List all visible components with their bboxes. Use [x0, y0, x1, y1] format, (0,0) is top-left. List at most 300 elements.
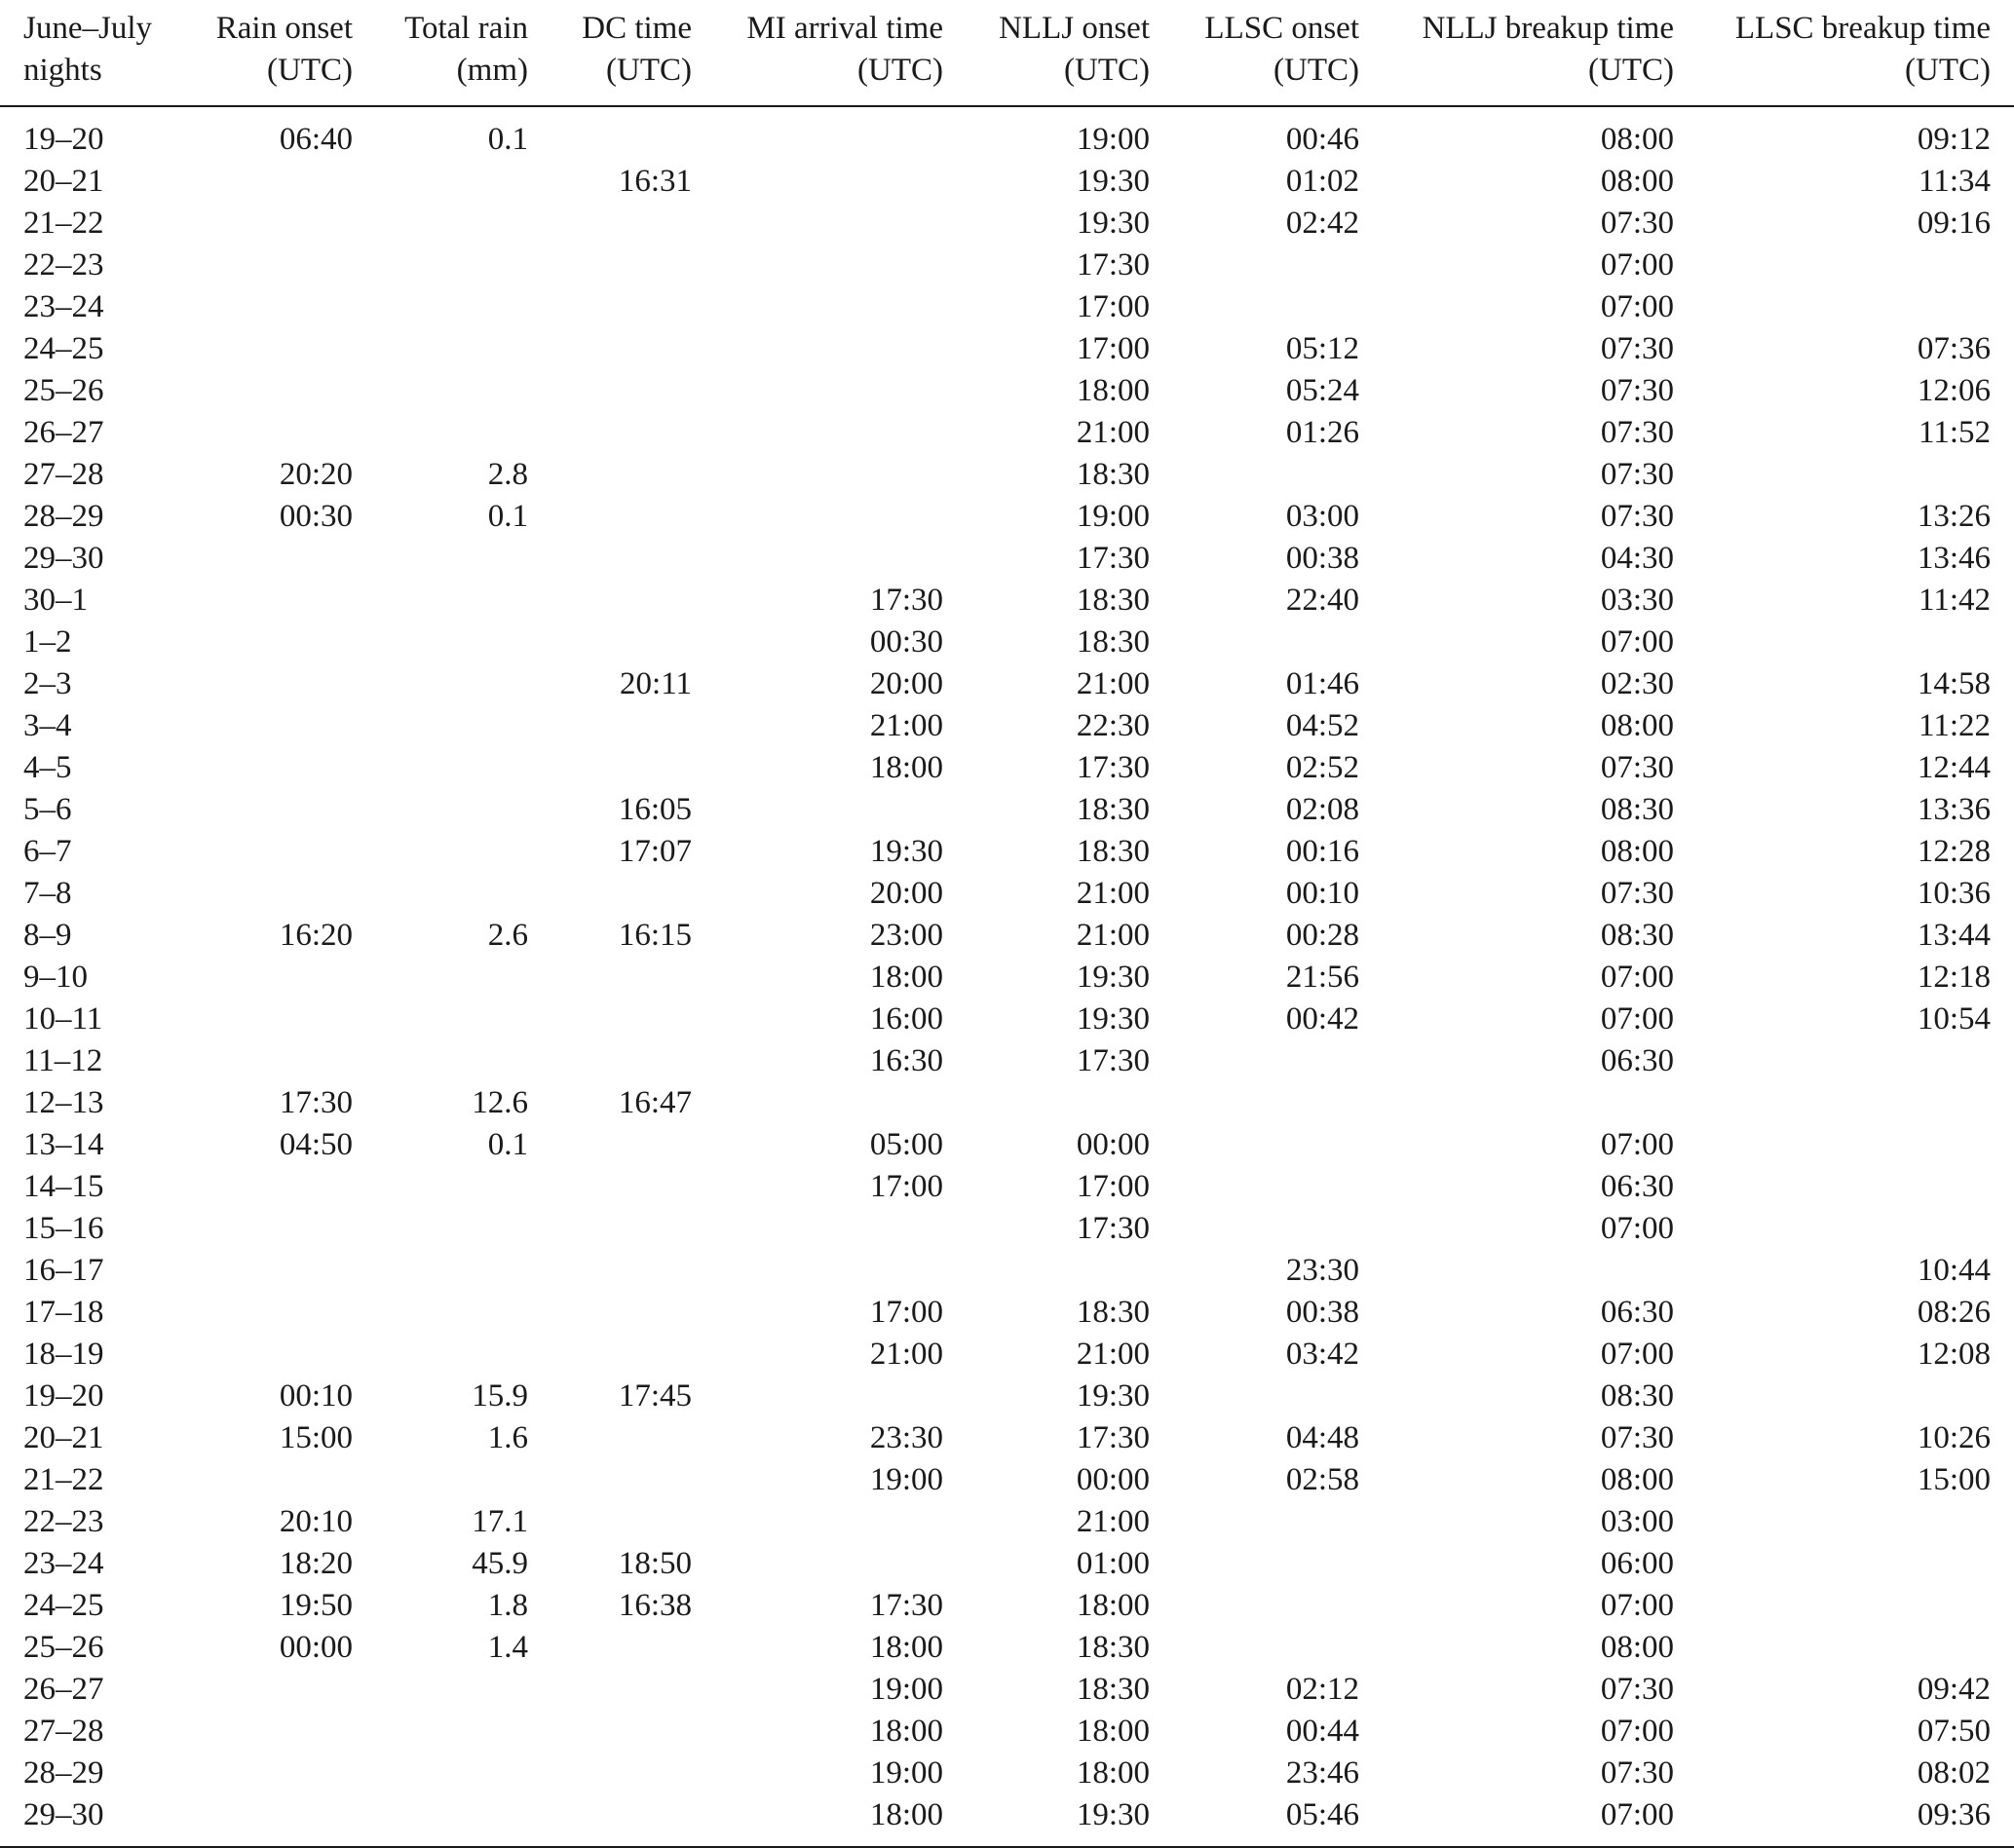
cell-mi-arrival: [692, 454, 943, 496]
cell-nllj-onset: 21:00: [1076, 666, 1150, 701]
cell-nllj-onset: 17:30: [1076, 247, 1150, 283]
cell-mi-arrival: 20:00: [869, 876, 943, 911]
cell-llsc-breakup: 11:22: [1919, 708, 1991, 743]
cell-nights: 25–26: [23, 1630, 104, 1665]
cell-nllj-onset: 18:30: [1076, 583, 1150, 618]
cell-dc-time: [528, 999, 692, 1040]
cell-nllj-onset: 18:30: [1076, 792, 1150, 827]
cell-nllj-onset: 19:00: [1076, 122, 1150, 157]
cell-llsc-onset: [1150, 245, 1359, 286]
cell-llsc-breakup: 09:16: [1917, 206, 1991, 241]
cell-total-rain: 0.1: [487, 1127, 528, 1162]
cell-rain-onset: [195, 663, 353, 705]
cell-nllj-breakup: 07:30: [1600, 1672, 1674, 1707]
cell-mi-arrival: 23:00: [869, 918, 943, 953]
cell-nights: 18–19: [23, 1337, 104, 1372]
cell-total-rain: [353, 663, 528, 705]
cell-dc-time: [528, 1292, 692, 1334]
cell-nights: 16–17: [23, 1253, 104, 1288]
table-row: [0, 286, 2014, 328]
cell-dc-time: 17:07: [618, 834, 692, 869]
cell-llsc-onset: [1150, 1501, 1359, 1543]
cell-llsc-breakup: [1674, 1124, 2014, 1166]
cell-nllj-breakup: 08:00: [1600, 708, 1674, 743]
table-row: [0, 957, 2014, 999]
cell-nllj-onset: 17:00: [1076, 289, 1150, 324]
table-row: [0, 1627, 2014, 1669]
cell-mi-arrival: [692, 1208, 943, 1250]
cell-mi-arrival: [692, 203, 943, 245]
cell-nllj-breakup: 03:30: [1600, 583, 1674, 618]
column-header-nllj-breakup: [1359, 0, 1674, 106]
cell-llsc-breakup: 08:26: [1917, 1295, 1991, 1330]
cell-llsc-onset: [1150, 1585, 1359, 1627]
cell-total-rain: [353, 1711, 528, 1753]
cell-mi-arrival: 21:00: [869, 708, 943, 743]
cell-nllj-onset: 18:00: [1076, 1588, 1150, 1623]
cell-dc-time: [528, 286, 692, 328]
cell-nllj-breakup: 07:30: [1600, 415, 1674, 450]
cell-llsc-breakup: 10:54: [1917, 1001, 1991, 1037]
cell-llsc-breakup: 12:28: [1917, 834, 1991, 869]
table-header-row: [0, 0, 2014, 106]
cell-nllj-breakup: 08:30: [1600, 918, 1674, 953]
cell-nights: 20–21: [23, 1420, 104, 1455]
cell-llsc-onset: [1150, 1166, 1359, 1208]
cell-dc-time: [528, 1627, 692, 1669]
cell-nllj-breakup: 03:00: [1600, 1504, 1674, 1539]
cell-nllj-breakup: [1359, 1250, 1674, 1292]
cell-llsc-onset: [1150, 1208, 1359, 1250]
cell-llsc-breakup: 09:36: [1674, 1794, 2014, 1847]
cell-total-rain: [353, 999, 528, 1040]
cell-rain-onset: [195, 999, 353, 1040]
cell-nights: 15–16: [23, 1211, 104, 1246]
cell-nllj-breakup: 08:00: [1600, 834, 1674, 869]
cell-nights: 7–8: [23, 876, 72, 911]
cell-rain-onset: [195, 873, 353, 915]
cell-total-rain: [353, 412, 528, 454]
cell-nllj-onset: 19:30: [1076, 164, 1150, 199]
cell-total-rain: [353, 245, 528, 286]
cell-dc-time: [528, 1124, 692, 1166]
cell-mi-arrival: 19:00: [869, 1672, 943, 1707]
cell-rain-onset: [195, 1753, 353, 1794]
table-row: [0, 106, 2014, 161]
cell-nllj-breakup: 07:30: [1600, 373, 1674, 408]
table-row: [0, 538, 2014, 580]
cell-nights: 17–18: [23, 1295, 104, 1330]
cell-rain-onset: 20:10: [279, 1504, 353, 1539]
cell-llsc-breakup: [1674, 1082, 2014, 1124]
cell-rain-onset: [195, 705, 353, 747]
table-row: [0, 1501, 2014, 1543]
cell-rain-onset: 00:00: [279, 1630, 353, 1665]
cell-llsc-breakup: 11:42: [1919, 583, 1991, 618]
cell-nllj-onset: [943, 1250, 1150, 1292]
cell-mi-arrival: 18:00: [869, 750, 943, 785]
cell-dc-time: [528, 1753, 692, 1794]
cell-dc-time: [528, 957, 692, 999]
cell-nllj-onset: 19:00: [1076, 499, 1150, 534]
cell-mi-arrival: [692, 370, 943, 412]
table-row: [0, 663, 2014, 705]
cell-mi-arrival: 18:00: [869, 1630, 943, 1665]
column-header-rain-onset: [195, 0, 353, 106]
cell-dc-time: [528, 412, 692, 454]
cell-nights: 22–23: [23, 1504, 104, 1539]
cell-dc-time: [528, 1459, 692, 1501]
cell-nllj-onset: 21:00: [1076, 1337, 1150, 1372]
cell-llsc-onset: 01:46: [1285, 666, 1359, 701]
cell-dc-time: [528, 622, 692, 663]
cell-rain-onset: [195, 286, 353, 328]
cell-nights: 26–27: [23, 1672, 104, 1707]
table-row: [0, 412, 2014, 454]
header-text-line: June–July: [23, 11, 152, 46]
cell-dc-time: [528, 1166, 692, 1208]
table-row: [0, 1208, 2014, 1250]
cell-total-rain: 12.6: [472, 1085, 528, 1120]
cell-llsc-onset: 21:56: [1285, 960, 1359, 995]
table-row: [0, 328, 2014, 370]
cell-llsc-onset: 23:46: [1285, 1755, 1359, 1791]
cell-nllj-breakup: 06:30: [1600, 1169, 1674, 1204]
cell-dc-time: [528, 454, 692, 496]
column-header-nllj-onset: [943, 0, 1150, 106]
table-row: [0, 873, 2014, 915]
cell-dc-time: [528, 1711, 692, 1753]
cell-total-rain: [353, 747, 528, 789]
cell-llsc-onset: 04:52: [1285, 708, 1359, 743]
cell-dc-time: 16:15: [618, 918, 692, 953]
cell-nllj-onset: 18:30: [1076, 457, 1150, 492]
cell-rain-onset: 00:10: [279, 1378, 353, 1414]
cell-llsc-breakup: 11:52: [1919, 415, 1991, 450]
cell-nllj-breakup: 04:30: [1600, 541, 1674, 576]
header-text-line: NLLJ onset: [999, 11, 1150, 46]
cell-rain-onset: [195, 622, 353, 663]
column-header-llsc-breakup: [1674, 0, 2014, 106]
cell-nights: 30–1: [23, 583, 88, 618]
cell-total-rain: 15.9: [472, 1378, 528, 1414]
column-header-mi-arrival: [692, 0, 943, 106]
cell-nights: 19–20: [23, 122, 104, 157]
cell-total-rain: 1.4: [487, 1630, 528, 1665]
cell-dc-time: [528, 106, 692, 161]
cell-nllj-breakup: 07:00: [1600, 960, 1674, 995]
cell-nllj-breakup: 08:30: [1600, 1378, 1674, 1414]
header-text-line: (UTC): [1905, 53, 1991, 88]
cell-total-rain: [353, 580, 528, 622]
cell-rain-onset: [195, 1669, 353, 1711]
cell-mi-arrival: [692, 1250, 943, 1292]
cell-total-rain: 45.9: [472, 1546, 528, 1581]
cell-nights: 14–15: [23, 1169, 104, 1204]
cell-dc-time: [528, 705, 692, 747]
cell-total-rain: [353, 1166, 528, 1208]
table-row: [0, 1376, 2014, 1417]
cell-llsc-breakup: 10:44: [1917, 1253, 1991, 1288]
table-row: [0, 622, 2014, 663]
cell-llsc-breakup: 07:36: [1917, 331, 1991, 366]
cell-nllj-onset: 19:30: [1076, 1001, 1150, 1037]
cell-llsc-onset: 23:30: [1285, 1253, 1359, 1288]
cell-nllj-breakup: 08:00: [1600, 1630, 1674, 1665]
cell-nllj-breakup: 06:30: [1600, 1043, 1674, 1078]
cell-rain-onset: [195, 1166, 353, 1208]
cell-dc-time: 20:11: [620, 666, 692, 701]
cell-llsc-onset: [1150, 1082, 1359, 1124]
cell-nllj-onset: 21:00: [1076, 1504, 1150, 1539]
cell-mi-arrival: [692, 1543, 943, 1585]
cell-llsc-breakup: 12:18: [1917, 960, 1991, 995]
cell-dc-time: [528, 1334, 692, 1376]
cell-mi-arrival: [692, 789, 943, 831]
cell-nllj-breakup: 08:00: [1600, 122, 1674, 157]
cell-llsc-breakup: 10:26: [1917, 1420, 1991, 1455]
cell-mi-arrival: [692, 328, 943, 370]
cell-dc-time: [528, 1208, 692, 1250]
cell-total-rain: 17.1: [472, 1504, 528, 1539]
cell-nights: 13–14: [23, 1127, 104, 1162]
cell-llsc-onset: 05:24: [1285, 373, 1359, 408]
cell-nllj-breakup: 07:00: [1600, 1127, 1674, 1162]
cell-llsc-onset: 00:28: [1285, 918, 1359, 953]
cell-total-rain: [353, 1208, 528, 1250]
cell-mi-arrival: 18:00: [869, 1714, 943, 1749]
cell-nllj-breakup: 07:30: [1600, 876, 1674, 911]
header-text-line: MI arrival time: [746, 11, 943, 46]
cell-total-rain: [353, 1794, 528, 1847]
cell-rain-onset: 20:20: [279, 457, 353, 492]
cell-mi-arrival: 19:00: [869, 1462, 943, 1497]
cell-llsc-onset: 02:52: [1285, 750, 1359, 785]
cell-llsc-breakup: [1674, 1166, 2014, 1208]
cell-mi-arrival: 21:00: [869, 1337, 943, 1372]
cell-llsc-breakup: 12:06: [1917, 373, 1991, 408]
cell-nllj-breakup: 07:00: [1600, 247, 1674, 283]
table-row: [0, 496, 2014, 538]
cell-rain-onset: [195, 1334, 353, 1376]
cell-total-rain: 1.8: [487, 1588, 528, 1623]
header-text-line: (UTC): [1064, 53, 1150, 88]
cell-llsc-onset: 02:42: [1285, 206, 1359, 241]
cell-mi-arrival: 18:00: [692, 1794, 943, 1847]
cell-mi-arrival: 17:30: [869, 583, 943, 618]
cell-nights: 22–23: [23, 247, 104, 283]
cell-nllj-breakup: 08:00: [1600, 1462, 1674, 1497]
cell-llsc-onset: [1150, 286, 1359, 328]
cell-rain-onset: [195, 580, 353, 622]
cell-llsc-breakup: [1674, 622, 2014, 663]
cell-nllj-breakup: 07:30: [1600, 1420, 1674, 1455]
cell-llsc-onset: 01:26: [1285, 415, 1359, 450]
table-row: [0, 831, 2014, 873]
cell-rain-onset: [195, 1208, 353, 1250]
cell-nllj-onset: 19:30: [1076, 1378, 1150, 1414]
cell-llsc-breakup: [1674, 1501, 2014, 1543]
header-text-line: (UTC): [1588, 53, 1674, 88]
column-header-dc-time: [528, 0, 692, 106]
cell-mi-arrival: [692, 1501, 943, 1543]
cell-nllj-breakup: 06:30: [1600, 1295, 1674, 1330]
cell-nights: 21–22: [23, 206, 104, 241]
cell-nllj-breakup: 07:30: [1600, 457, 1674, 492]
cell-llsc-breakup: 12:08: [1917, 1337, 1991, 1372]
cell-llsc-onset: 00:46: [1285, 122, 1359, 157]
cell-nights: 4–5: [23, 750, 72, 785]
cell-nllj-onset: 18:00: [1076, 1755, 1150, 1791]
cell-rain-onset: [195, 1459, 353, 1501]
table-row: [0, 245, 2014, 286]
cell-total-rain: [353, 1292, 528, 1334]
cell-llsc-onset: 00:38: [1285, 1295, 1359, 1330]
cell-rain-onset: [195, 370, 353, 412]
cell-total-rain: [353, 161, 528, 203]
cell-llsc-breakup: 13:46: [1917, 541, 1991, 576]
cell-llsc-breakup: 14:58: [1917, 666, 1991, 701]
cell-nllj-breakup: 07:30: [1600, 750, 1674, 785]
header-text-line: LLSC breakup time: [1734, 11, 1991, 46]
cell-rain-onset: [195, 831, 353, 873]
cell-llsc-onset: 22:40: [1285, 583, 1359, 618]
cell-llsc-onset: 05:46: [1150, 1794, 1359, 1847]
cell-dc-time: 16:31: [618, 164, 692, 199]
cell-nllj-onset: 18:00: [1076, 1714, 1150, 1749]
cell-llsc-onset: 04:48: [1285, 1420, 1359, 1455]
cell-llsc-breakup: [1674, 1208, 2014, 1250]
cell-mi-arrival: 16:00: [869, 1001, 943, 1037]
cell-llsc-breakup: 10:36: [1917, 876, 1991, 911]
cell-llsc-breakup: 13:26: [1917, 499, 1991, 534]
cell-mi-arrival: [692, 286, 943, 328]
cell-nllj-breakup: 07:00: [1600, 624, 1674, 660]
cell-rain-onset: 17:30: [279, 1085, 353, 1120]
table-row: [0, 161, 2014, 203]
table-row: [0, 1040, 2014, 1082]
cell-dc-time: [528, 328, 692, 370]
table-row: [0, 915, 2014, 957]
cell-mi-arrival: [692, 538, 943, 580]
cell-dc-time: [528, 1794, 692, 1847]
cell-nights: 11–12: [23, 1043, 103, 1078]
cell-nights: 24–25: [23, 1588, 104, 1623]
cell-total-rain: [353, 203, 528, 245]
cell-nllj-breakup: 07:00: [1600, 289, 1674, 324]
table-row: [0, 747, 2014, 789]
cell-rain-onset: [195, 789, 353, 831]
cell-total-rain: [353, 1669, 528, 1711]
cell-nights: 2–3: [23, 666, 72, 701]
cell-mi-arrival: [692, 106, 943, 161]
cell-nllj-onset: 00:00: [1076, 1462, 1150, 1497]
cell-nllj-breakup: 07:30: [1600, 331, 1674, 366]
cell-nllj-breakup: 06:00: [1600, 1546, 1674, 1581]
column-header-nights: [0, 0, 195, 106]
cell-dc-time: [528, 245, 692, 286]
cell-nights: 10–11: [23, 1001, 103, 1037]
cell-dc-time: [528, 1250, 692, 1292]
cell-dc-time: [528, 1669, 692, 1711]
cell-rain-onset: [195, 203, 353, 245]
cell-llsc-onset: 05:12: [1285, 331, 1359, 366]
cell-nllj-onset: 19:30: [1076, 206, 1150, 241]
cell-nights: 27–28: [23, 457, 104, 492]
cell-mi-arrival: 00:30: [869, 624, 943, 660]
table-row: [0, 370, 2014, 412]
cell-rain-onset: [195, 328, 353, 370]
cell-rain-onset: [195, 1292, 353, 1334]
table-row: [0, 1250, 2014, 1292]
cell-rain-onset: [195, 1040, 353, 1082]
cell-nllj-onset: 01:00: [1076, 1546, 1150, 1581]
cell-nights: 3–4: [23, 708, 72, 743]
cell-llsc-breakup: 08:02: [1917, 1755, 1991, 1791]
cell-total-rain: [353, 286, 528, 328]
cell-llsc-breakup: [1674, 1376, 2014, 1417]
table-row: [0, 1166, 2014, 1208]
cell-rain-onset: [195, 412, 353, 454]
cell-total-rain: [353, 1250, 528, 1292]
cell-nllj-onset: 17:00: [1076, 1169, 1150, 1204]
cell-llsc-breakup: [1674, 1627, 2014, 1669]
cell-nllj-onset: 17:30: [1076, 1043, 1150, 1078]
cell-dc-time: [528, 496, 692, 538]
table-row: [0, 1794, 2014, 1847]
cell-nllj-onset: 17:30: [1076, 541, 1150, 576]
header-text-line: (UTC): [857, 53, 943, 88]
cell-rain-onset: 16:20: [279, 918, 353, 953]
cell-mi-arrival: 17:00: [869, 1169, 943, 1204]
cell-nights: 29–30: [23, 541, 104, 576]
cell-total-rain: [353, 831, 528, 873]
cell-dc-time: [528, 580, 692, 622]
cell-llsc-breakup: [1674, 1543, 2014, 1585]
header-text-line: (UTC): [1273, 53, 1359, 88]
cell-nights: 28–29: [23, 1755, 104, 1791]
header-text-line: nights: [23, 53, 102, 88]
table-row: [0, 203, 2014, 245]
cell-nights: 21–22: [23, 1462, 104, 1497]
table-row: [0, 1334, 2014, 1376]
cell-nllj-onset: 18:30: [1076, 624, 1150, 660]
cell-llsc-breakup: [1674, 286, 2014, 328]
cell-nllj-onset: 17:30: [1076, 750, 1150, 785]
table-row: [0, 1543, 2014, 1585]
cell-dc-time: 16:05: [618, 792, 692, 827]
table-row: [0, 1292, 2014, 1334]
cell-llsc-onset: 00:42: [1285, 1001, 1359, 1037]
cell-dc-time: 17:45: [618, 1378, 692, 1414]
cell-nllj-breakup: 07:00: [1359, 1794, 1674, 1847]
column-header-total-rain: [353, 0, 528, 106]
cell-rain-onset: [195, 747, 353, 789]
cell-nights: 8–9: [23, 918, 72, 953]
cell-total-rain: 1.6: [487, 1420, 528, 1455]
cell-dc-time: [528, 1417, 692, 1459]
cell-mi-arrival: 19:00: [869, 1755, 943, 1791]
cell-mi-arrival: 17:30: [869, 1588, 943, 1623]
cell-total-rain: [353, 538, 528, 580]
cell-nllj-onset: 21:00: [1076, 415, 1150, 450]
table-row: [0, 1669, 2014, 1711]
cell-nights: 6–7: [23, 834, 72, 869]
cell-llsc-onset: [1150, 1124, 1359, 1166]
cell-llsc-onset: 03:00: [1285, 499, 1359, 534]
cell-total-rain: [353, 705, 528, 747]
table-row: [0, 789, 2014, 831]
